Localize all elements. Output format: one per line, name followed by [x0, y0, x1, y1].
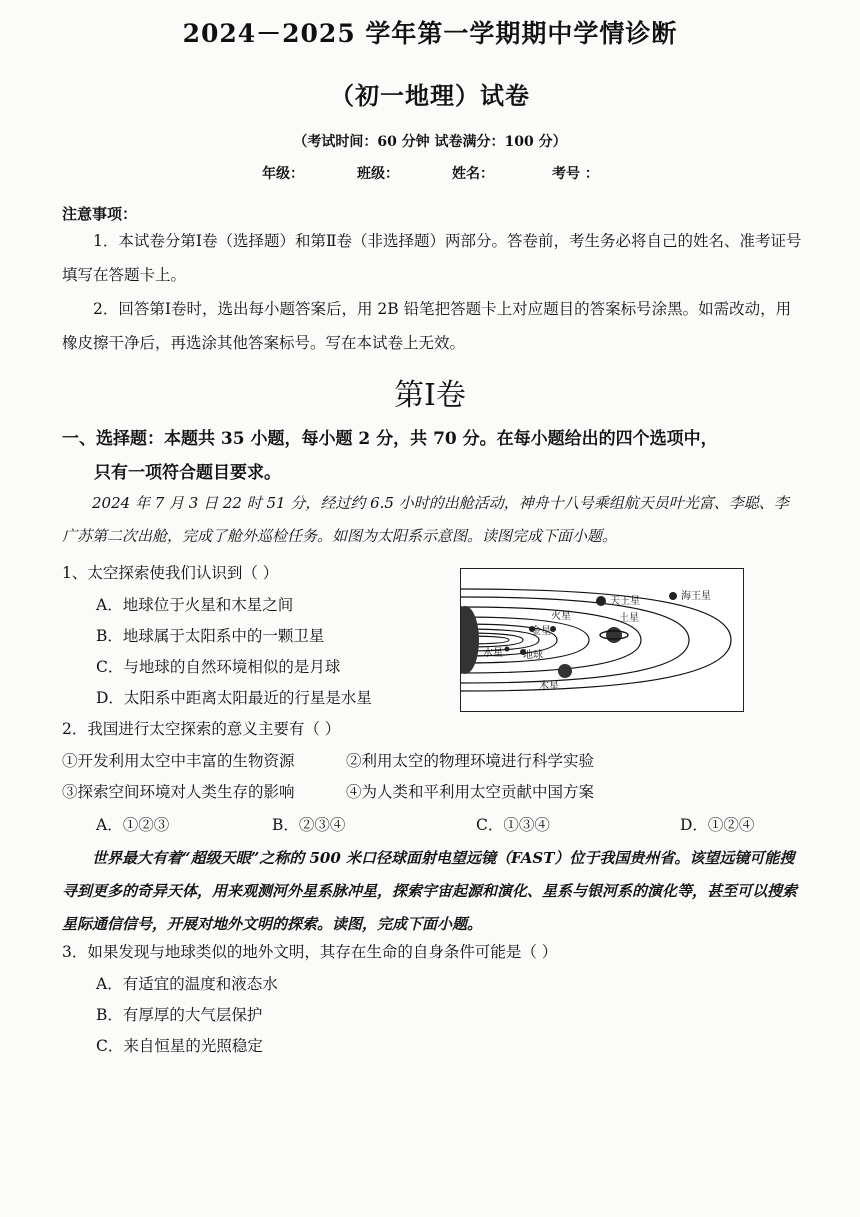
label-mars: 火星 — [551, 611, 571, 622]
question-3-stem: 3．如果发现与地球类似的地外文明，其存在生命的自身条件可能是（ ） — [62, 943, 558, 961]
solar-system-diagram — [460, 568, 744, 712]
exam-subtitle: （初一地理）试卷 — [330, 81, 530, 110]
jupiter-planet — [558, 664, 572, 678]
question-3-option-c: C．来自恒星的光照稳定 — [96, 1037, 263, 1055]
neptune-planet — [669, 592, 677, 600]
field-name: 姓名： — [452, 166, 494, 182]
notes-title: 注意事项： — [62, 205, 138, 223]
note-item-2: 2．回答第Ⅰ卷时，选出每小题答案后，用 2B 铅笔把答题卡上对应题目的答案标号涂黑。如需改动，用橡皮擦干净后，再选涂其他答案标号。写在本试卷上无效。 — [62, 300, 792, 352]
field-class: 班级： — [357, 166, 399, 182]
question-2-option-d: D．①②④ — [680, 816, 755, 834]
passage-2: 世界最大有着“超级天眼”之称的 500 米口径球面射电望远镜（FAST）位于我国贵州省。该望远镜可能搜寻到更多的奇异天体，用来观测河外星系脉冲星，探索宇宙起源和演化、星系与银河系的演化等，甚至可以搜索星际通信信号，开展对地外文明的探索。读图，完成下面小题。 — [62, 849, 798, 933]
sun — [461, 606, 479, 674]
section-heading-line1: 一、选择题：本题共 35 小题，每小题 2 分，共 70 分。在每小题给出的四个选项中， — [62, 429, 718, 449]
question-1-stem: 1、太空探索使我们认识到（ ） — [62, 564, 279, 582]
question-2-statement-3: ③探索空间环境对人类生存的影响 — [62, 783, 295, 801]
question-3-option-b: B．有厚厚的大气层保护 — [96, 1006, 263, 1024]
question-2-option-b: B．②③④ — [272, 816, 346, 834]
question-2-option-c: C．①③④ — [476, 816, 550, 834]
uranus-planet — [596, 596, 606, 606]
question-1-option-b: B．地球属于太阳系中的一颗卫星 — [96, 627, 325, 645]
question-1-option-a: A．地球位于火星和木星之间 — [96, 596, 294, 614]
section-heading — [62, 422, 807, 490]
label-venus: 金星 — [531, 626, 551, 637]
exam-info: （考试时间：60 分钟 试卷满分：100 分） — [293, 134, 567, 150]
solar-system-svg — [461, 569, 743, 711]
label-saturn: 土星 — [619, 613, 639, 624]
label-earth: 地球 — [523, 650, 543, 661]
question-2-statement-1: ①开发利用太空中丰富的生物资源 — [62, 752, 295, 770]
section-heading-line2: 只有一项符合题目要求。 — [94, 463, 281, 483]
field-exam-number: 考号 ： — [552, 166, 599, 182]
orbit-neptune — [461, 589, 731, 691]
volume-title: 第Ⅰ卷 — [394, 378, 466, 413]
question-2-statement-4: ④为人类和平利用太空贡献中国方案 — [346, 783, 595, 801]
label-neptune: 海王星 — [681, 591, 711, 602]
question-3-option-a: A．有适宜的温度和液态水 — [96, 975, 278, 993]
question-1-option-c: C．与地球的自然环境相似的是月球 — [96, 658, 341, 676]
passage-1: 2024 年 7 月 3 日 22 时 51 分，经过约 6.5 小时的出舱活动，神舟十八号乘组航天员叶光富、李聪、李广苏第二次出舱，完成了舱外巡检任务。如图为太阳系示意图。读图完成下面小题。 — [62, 494, 789, 545]
question-2-statement-2: ②利用太空的物理环境进行科学实验 — [346, 752, 595, 770]
field-grade: 年级： — [262, 166, 304, 182]
label-jupiter: 木星 — [539, 681, 559, 692]
question-2-option-a: A．①②③ — [96, 816, 170, 834]
saturn-planet — [606, 627, 622, 643]
label-mercury: 水星 — [483, 648, 503, 659]
question-1-option-d: D．太阳系中距离太阳最近的行星是水星 — [96, 689, 372, 707]
note-item-1: 1．本试卷分第Ⅰ卷（选择题）和第Ⅱ卷（非选择题）两部分。答卷前，考生务必将自己的姓名、准考证号填写在答题卡上。 — [62, 232, 802, 284]
orbit-uranus — [461, 597, 689, 683]
question-2-stem: 2．我国进行太空探索的意义主要有（ ） — [62, 720, 341, 738]
mercury-planet — [505, 647, 510, 652]
exam-title: 2024－2025 学年第一学期期中学情诊断 — [182, 19, 678, 48]
label-uranus: 天王星 — [610, 596, 640, 607]
